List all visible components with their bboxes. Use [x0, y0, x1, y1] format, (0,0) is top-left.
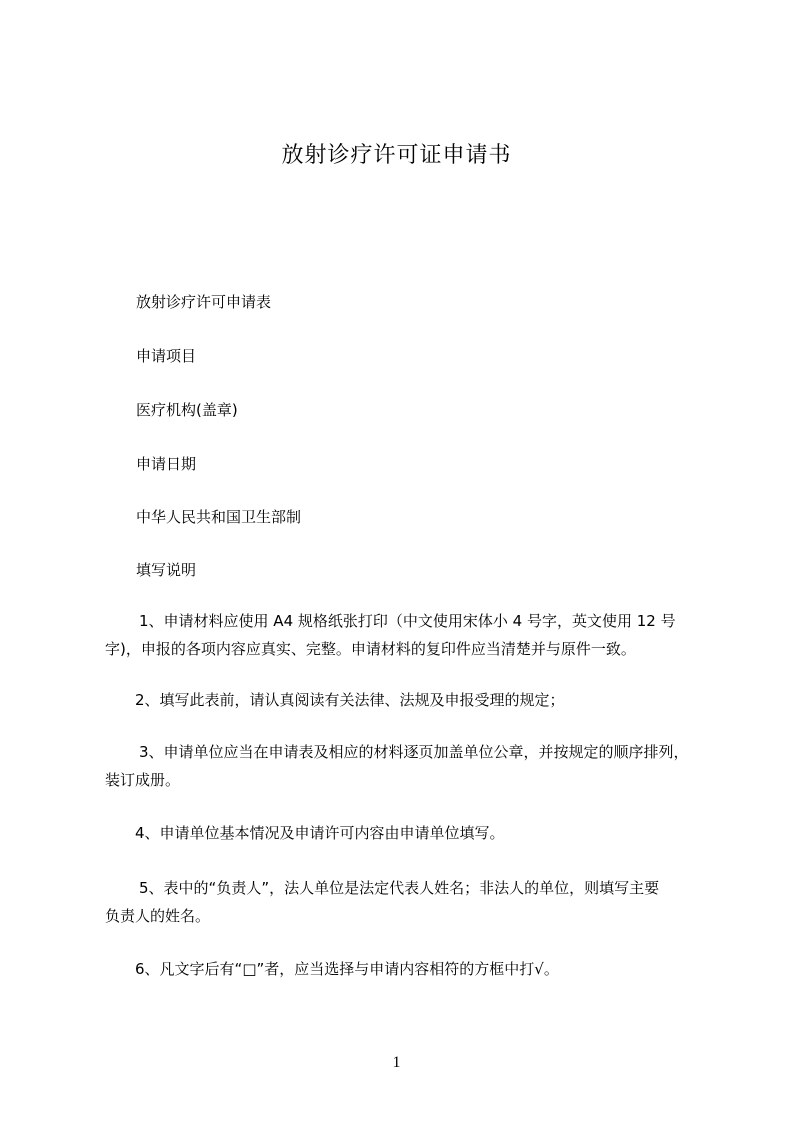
instruction-item-5-line-1: 5、表中的“负责人”，法人单位是法定代表人姓名；非法人的单位，则填写主要 [139, 879, 660, 897]
cover-line-medical-institution: 医疗机构(盖章) [136, 401, 238, 419]
instruction-item-6-line-1: 6、凡文字后有“□”者，应当选择与申请内容相符的方框中打√。 [135, 960, 559, 978]
page-number: 1 [392, 1054, 401, 1071]
instruction-item-2 [105, 686, 705, 714]
instruction-item-6 [105, 955, 705, 983]
cover-line-application-date: 申请日期 [136, 455, 197, 473]
section-heading-instructions: 填写说明 [136, 561, 197, 579]
document-title: 放射诊疗许可证申请书 [281, 143, 512, 168]
instruction-item-4-line-1: 4、申请单位基本情况及申请许可内容由申请单位填写。 [135, 824, 505, 842]
instruction-item-5-line-2: 负责人的姓名。 [105, 907, 211, 925]
instruction-item-1 [105, 607, 705, 663]
cover-line-application-form: 放射诊疗许可申请表 [136, 293, 272, 311]
instruction-item-2-line-1: 2、填写此表前，请认真阅读有关法律、法规及申报受理的规定； [135, 691, 565, 709]
instruction-item-3 [105, 738, 705, 794]
instruction-item-3-line-1: 3、申请单位应当在申请表及相应的材料逐页加盖单位公章，并按规定的顺序排列， [139, 743, 689, 761]
cover-line-issuer: 中华人民共和国卫生部制 [136, 508, 302, 526]
instruction-item-4 [105, 819, 705, 847]
instruction-item-3-line-2: 装订成册。 [105, 771, 181, 789]
instruction-item-1-line-1: 1、申请材料应使用 A4 规格纸张打印（中文使用宋体小 4 号字，英文使用 12 号 [139, 612, 676, 630]
instruction-item-5 [105, 874, 705, 930]
instruction-item-1-line-2: 字)，申报的各项内容应真实、完整。申请材料的复印件应当清楚并与原件一致。 [105, 640, 636, 658]
cover-line-application-item: 申请项目 [136, 347, 197, 365]
